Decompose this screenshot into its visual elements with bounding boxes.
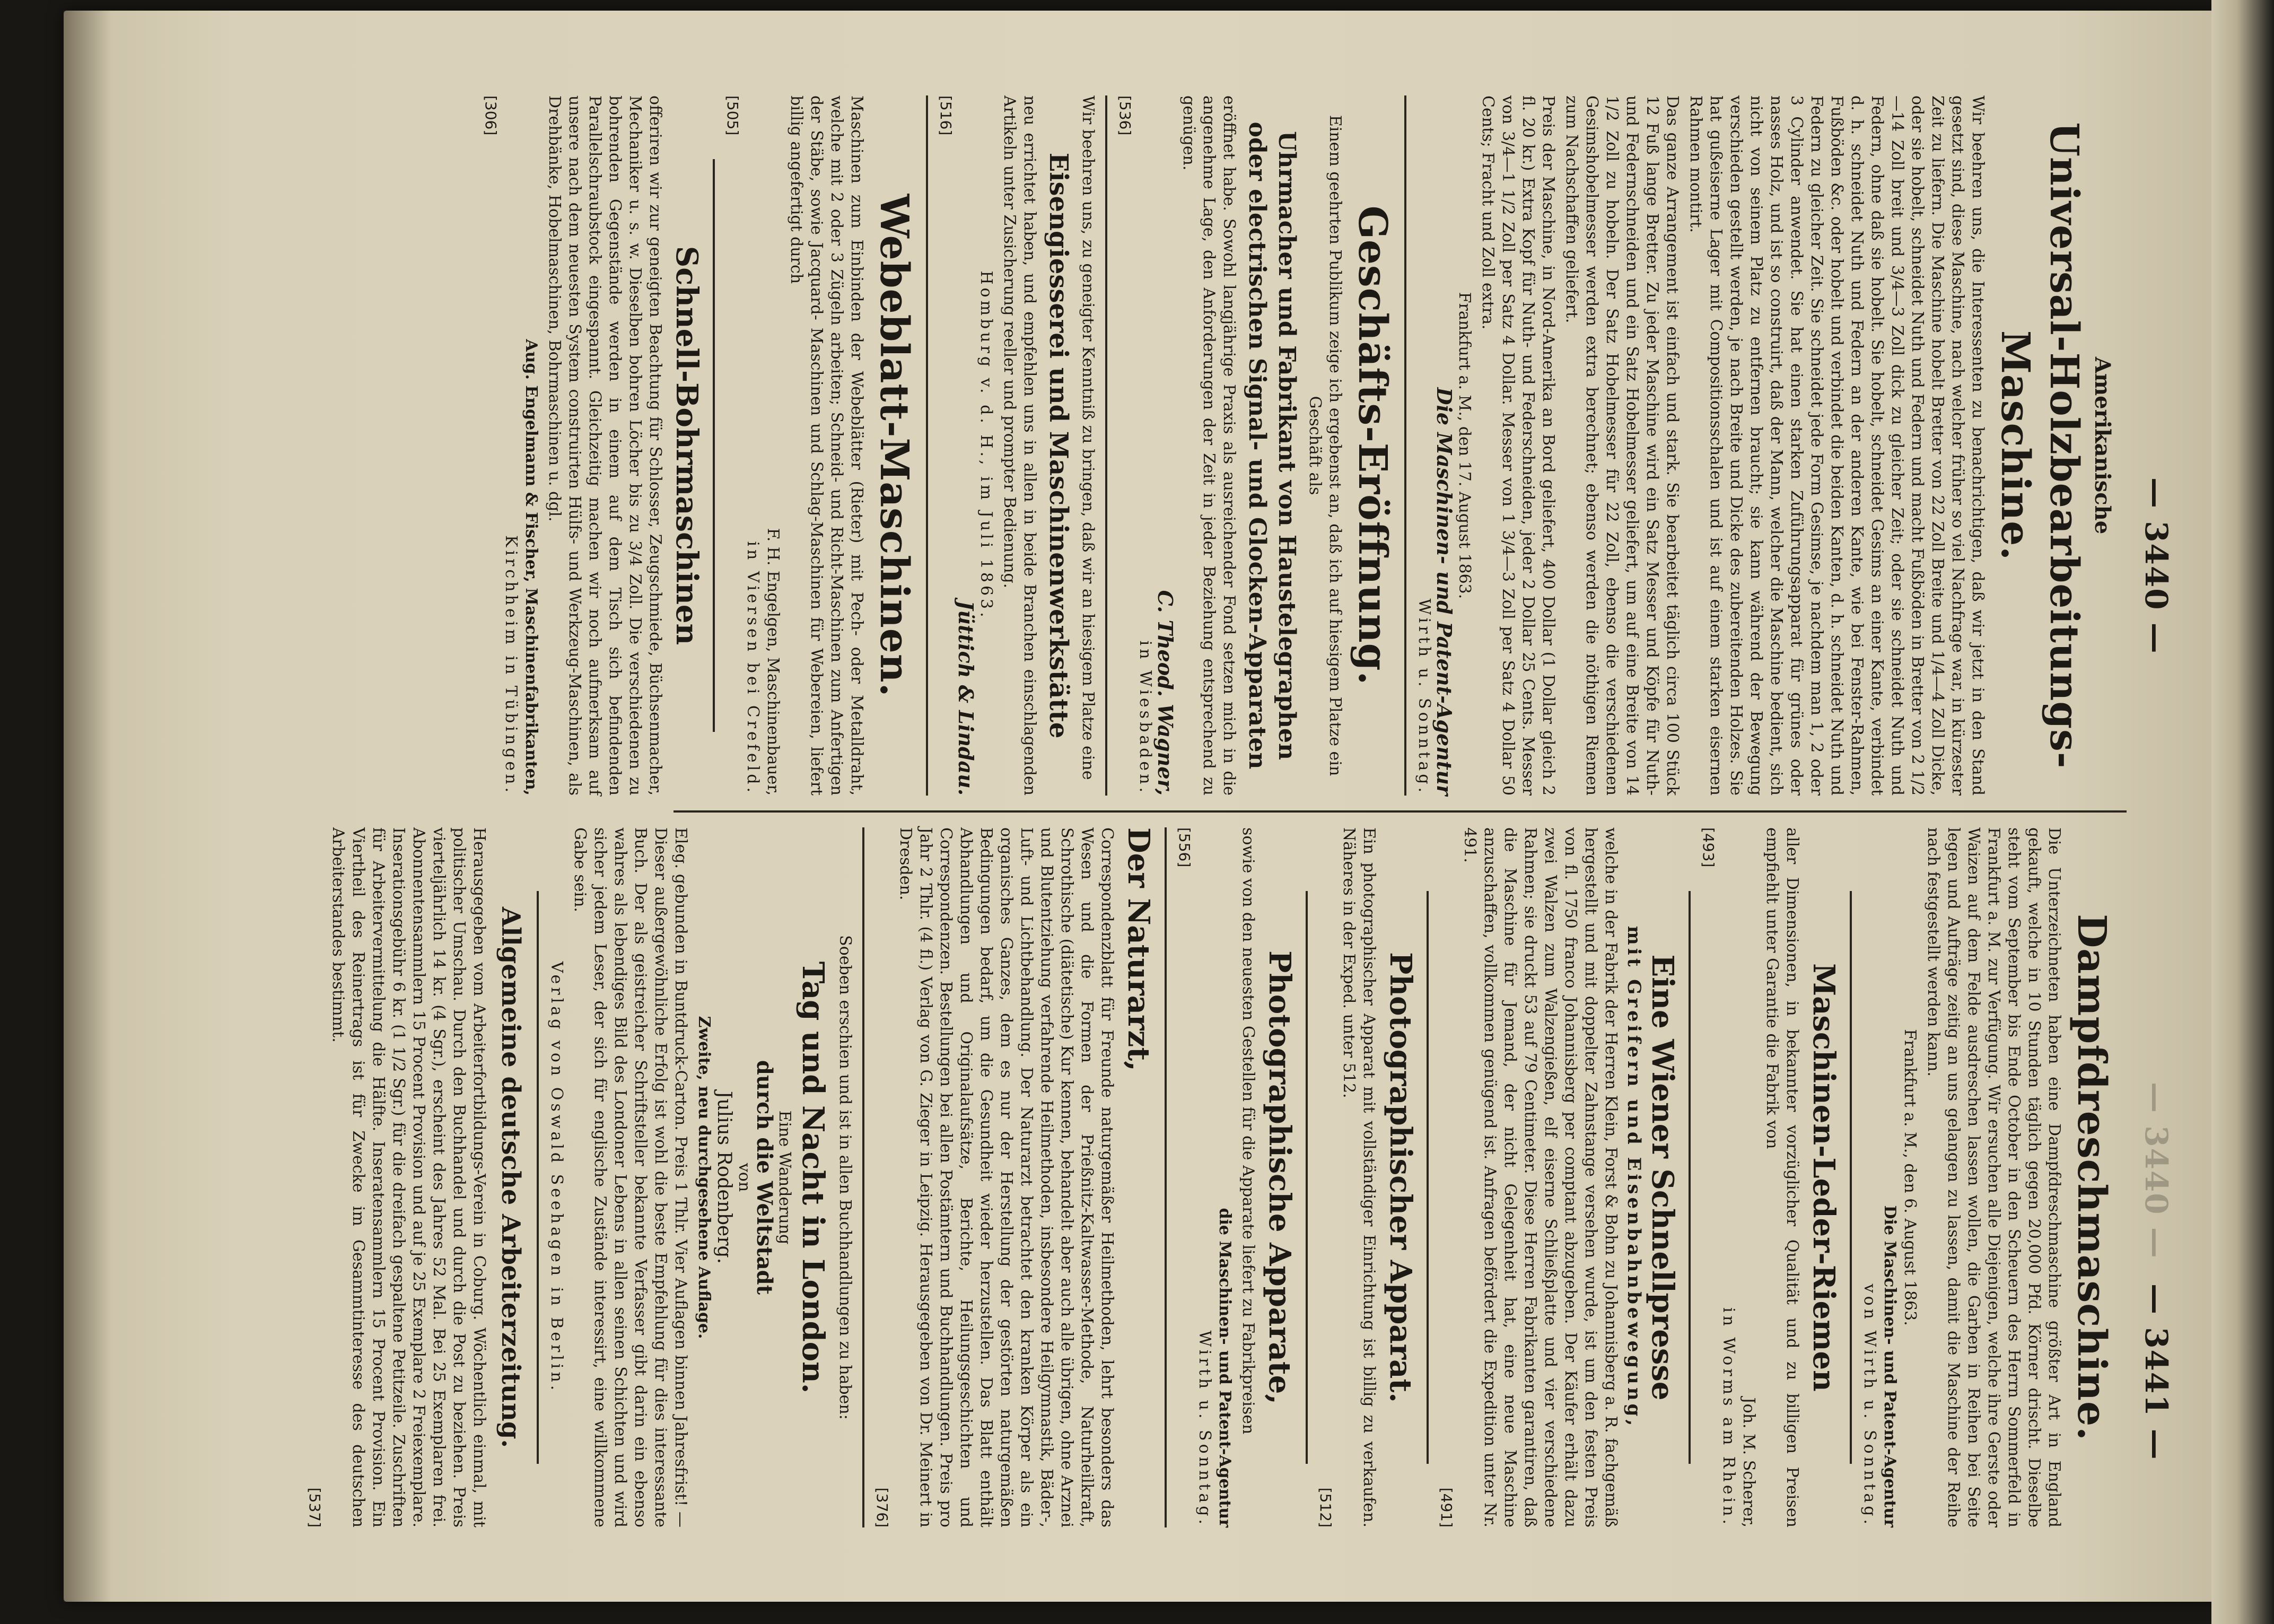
ad-separator (1306, 891, 1308, 1464)
ad-reference: [537] (306, 1487, 323, 1527)
ad-title: Photographische Apparate, (1262, 950, 1297, 1404)
ad-separator (1165, 827, 1167, 1527)
ad-body: Wir beehren uns, die Interessenten zu benachrichtigen, daß wir jetzt in den Stand gesetzt sind, diese Maschine, nach welcher früher so viel Nachfrage war, in kürzester Zeit zu liefern. Die Maschine hobelt Bretter von 22 Zoll Breite und 1/4—4 Zoll Dicke, oder sie hobelt, schneidet Nuth und Federn und macht Fußböden in Bretter von 2 1/2—14 Zoll breit und 3/4—3 Zoll dick zu gleicher Zeit; oder sie schneidet Nuth und Federn, ohne daß sie hobelt. Sie hobelt, schneidet Gesims an einer Kante, verbindet d. h. schneidet Nuth und Federn an der anderen Kante, wie bei Fenster-Rahmen, Fußböden &c. oder hobelt und verbindet die beiden Kanten, d. h. schneidet Nuth und Federn zu gleicher Zeit. Sie schneidet jede Form Gesimse, je nachdem man 1, 2 oder 3 Cylinder anwendet. Sie hat einen starken Zuführungsapparat für grünes oder nasses Holz, und ist so construirt, daß der Mann, welcher die Maschine bedient, sich nicht von seinem Platz zu entfernen braucht; sie kann während der Bewegung verschieden gestellt werden, je nach Breite und Dicke des zubereitenden Holzes. Sie hat gußeiserne Lager mit Compositionsschalen und ist auf einem starken eisernen Rahmen montirt. (1686, 95, 1987, 796)
ad-reference: [512] (1317, 1487, 1334, 1527)
ad-separator (1689, 891, 1691, 1464)
ad-title: Geschäfts-Eröffnung. (1350, 205, 1395, 686)
right-column (306, 827, 2116, 1527)
ad-title: Eine Wiener Schnellpresse (1645, 954, 1680, 1401)
ad-title: Dampfdreschmaschine. (2069, 914, 2114, 1441)
ad-title: Photographischer Apparat. (1383, 952, 1418, 1403)
ad-subtitle: Eine Wanderung (775, 1110, 794, 1245)
ad-body: offeriren wir zur geneigten Beachtung für Schlosser, Zeugschmiede, Büchsenmacher, Mechaniker u. s. w. Dieselben bohren Löcher bis zu 3/4 Zoll. Die verschiedenen zu bohrenden Gegenstände werden in einem auf dem Tisch sich befindenden Parallelschraubstock eingespannt. Gleichzeitig machen wir noch aufmerksam auf unsere nach dem neuesten System construirten Hülfs- und Werkzeug-Maschinen, als Drehbänke, Hobelmaschinen, Bohrmaschinen u. dgl. (545, 95, 664, 796)
ad-reference: [516] (937, 95, 955, 136)
gutter-shadow (64, 11, 111, 1602)
ad-signature: Die Maschinen- und Patent-Agentur (1881, 1205, 1899, 1527)
ad-photographischer-apparat (1315, 827, 1419, 1527)
page-number-bleed: — 3440 — (2138, 1082, 2174, 1259)
ad-title: Allgemeine deutsche Arbeiterzeitung. (496, 906, 526, 1448)
ad-place: Kirchheim in Tübingen. (502, 535, 520, 796)
ad-reference: [556] (1176, 827, 1193, 868)
ad-heading-2: oder electrischen Signal- und Glocken-Apparaten (1244, 121, 1271, 770)
ad-subtitle-2: durch die Weltstadt (752, 1060, 777, 1295)
ad-title: Maschinen-Leder-Riemen (1806, 963, 1841, 1392)
ad-body: Correspondenzblatt für Freunde naturgemäßer Heilmethoden, lehrt besonders das Wesen und die Formen der Prießnitz-Kaltwasser-Methode, Naturheilkraft, Schrothische (diätetische) Kur kennen, behandelt aber auch alle übrigen, ohne Arznei und Blutentziehung verfahrende Heilmethoden, insbesondere Heilgymnastik, Bäder-, Luft- und Lichtbehandlung. Der Naturarzt betrachtet den kranken Körper als ein organisches Ganzes, dem es nur der Herstellung der gestörten naturgemäßen Bedingungen bedarf, um die Gesundheit wieder herzustellen. Das Blatt enthält Abhandlungen und Originalaufsätze, Berichte, Heilungsgeschichten und Correspondenzen. Bestellungen bei allen Postämtern und Buchhandlungen. Preis pro Jahr 2 Thlr. (4 fl.) Verlag von G. Zieger in Leipzig. Herausgegeben von Dr. Meinert in Dresden. (896, 827, 1116, 1527)
ad-separator (1427, 891, 1429, 1464)
ad-reference: [376] (873, 1487, 891, 1527)
ad-place: in Worms am Rhein. (1719, 1307, 1738, 1527)
ad-body: Die Unterzeichneten haben eine Dampfdreschmaschine größter Art in England gekauft, welche in 10 Stunden täglich gegen 20,000 Pfd. Körner drischt. Dieselbe steht vom September bis Ende October in den Scheuern des Herrn Sommerfeld in Frankfurt a. M. zur Verfügung. Wir ersuchen alle Diejenigen, welche ihre Gerste oder Waizen auf dem Felde ausdreschen lassen wollen, die Garben in Reihen bei Seite legen und Aufträge zeitig an uns gelangen zu lassen, damit die Maschine der Reihe nach festgestellt werden kann. (1924, 827, 2063, 1527)
ad-webeblatt-maschinen (722, 95, 919, 796)
ad-body: welche in der Fabrik der Herren Klein, Forst & Bohn zu Johannisberg a. R. fachgemäß hergestellt und mit doppelter Zahnstange versehen wurde, ist um den festen Preis von fl. 1750 franco Johannisberg per comptant abzugeben. Der Käufer erhält dazu zwei Walzen zum Walzengießen, elf eiserne Schließplatte und vier verschiedene Rahmen; sie druckt 53 auf 79 Centimeter. Diese Herren Fabrikanten garantiren, daß die Maschine für Jemand, der nicht Gelegenheit hat, eine neue Maschine anzuschaffen, vollkommen genügend ist. Anfragen befördert die Expedition unter Nr. 491. (1460, 827, 1620, 1527)
ad-body: Ein photographischer Apparat mit vollständiger Einrichtung ist billig zu verkaufen. Näheres in der Exped. unter 512. (1340, 827, 1378, 1527)
ad-signature-2: von Wirth u. Sonntag. (1860, 1284, 1879, 1527)
ad-date: Homburg v. d. H., im Juli 1863. (977, 270, 995, 621)
page-number-left: — 3440 — (2138, 477, 2174, 654)
ad-body: Herausgegeben vom Arbeiterfortbildungs-Verein in Coburg. Wöchentlich einmal, mit politischer Umschau. Durch den Buchhandel und durch die Post zu beziehen. Preis vierteljährlich 14 kr. (4 Sgr.), erscheint des Jahres 52 Mal. Bei 25 Exemplaren frei. Abonnentensammlern 15 Procent Provision und auf je 25 Exemplare 2 Freiexemplare. Inserationsgebühr 6 kr. (1 1/2 Sgr.) für die dreifach gespaltene Petitzeile. Zuschriften für Arbeitervermittelung die Hälfte. Inseratensammlern 15 Procent Provision. Ein Viertheil des Reinertrags ist für Zwecke im Gesammtinteresse des deutschen Arbeiterstandes bestimmt. (329, 827, 488, 1527)
ad-signature: C. Theod. Wagner, (1153, 590, 1177, 796)
ad-naturarzt (872, 827, 1157, 1527)
ad-price: Preis der Maschine, in Nord-Amerika an Bord geliefert, 400 Dollar (1 Dollar gleich 2 fl. 20 kr.) Extra Kopf für Nuth- und Federschneiden, jeder 2 Dollar 25 Cents. Messer von 3/4—1 1/2 Zoll per Satz 4 Dollar. Messer von 1 3/4—3 Zoll per Satz 4 Dollar 50 Cents; Fracht und Zoll extra. (1479, 95, 1558, 796)
ad-date: Frankfurt a. M., den 17. August 1863. (1455, 292, 1474, 599)
ad-edition: Zweite, neu durchgesehene Auflage. (695, 1016, 713, 1339)
ad-body: eröffnet habe. Sowohl langjährige Praxis als ausreichender Fond setzen mich in die angenehme Lage, den Anforderungen der Zeit in jeder Beziehung entsprechend zu genügen. (1179, 95, 1238, 796)
ad-dampfdreschmaschine (1859, 827, 2116, 1527)
ad-separator (1404, 95, 1406, 796)
ad-arbeiterzeitung (304, 827, 529, 1527)
ad-separator (862, 827, 864, 1527)
ad-intro: Wir beehren uns, zu geneigter Kenntniß zu bringen, daß wir an hiesigem Platze eine (1079, 95, 1097, 780)
ad-author-prefix: von (735, 1163, 754, 1192)
ad-tag-und-nacht-in-london (546, 827, 855, 1527)
ad-body: neu errichtet haben, und empfehlen uns in allen in beide Branchen einschlagenden Artikeln unter Zusicherung reeller und prompter Bedienung. (1000, 95, 1039, 796)
ad-place: in Viersen bei Crefeld. (744, 541, 762, 796)
ad-heading: Uhrmacher und Fabrikant von Haustelegraphen (1273, 131, 1300, 760)
rotated-page-content (117, 74, 2174, 1549)
ad-title: Schnell-Bohrmaschinen (669, 246, 704, 645)
ad-reference: [493] (1700, 827, 1717, 868)
ad-kicker: Amerikanische (2090, 356, 2115, 535)
ad-separator (1850, 891, 1852, 1464)
ad-body: sowie von den neuesten Gestellen für die Apparate liefert zu Fabrikpreisen (1239, 827, 1257, 1435)
ad-reference: [536] (1116, 95, 1134, 136)
ad-universal-holzbearbeitung (1414, 95, 2116, 796)
page-edge (2211, 0, 2274, 1624)
ad-separator (537, 891, 539, 1464)
ad-signature: Aug. Engelmann & Fischer, Maschinenfabrikanten, (522, 339, 540, 796)
ad-reference: [491] (1438, 1487, 1455, 1527)
ad-title: Eisengiesserei und Maschinenwerkstätte (1044, 152, 1073, 739)
ad-signature: Jüttich & Lindau. (954, 600, 978, 796)
ad-signature-2: Wirth u. Sonntag. (1195, 1330, 1214, 1527)
ad-publisher: Verlag von Oswald Seehagen in Berlin. (547, 961, 566, 1394)
ad-separator (926, 95, 928, 796)
ad-title: Der Naturarzt, (1121, 827, 1156, 1071)
ad-signature-2: Wirth u. Sonntag. (1415, 598, 1433, 796)
ad-title: Webeblatt-Maschinen. (871, 194, 917, 697)
ad-wiener-schnellpresse (1436, 827, 1681, 1527)
ad-place: in Wiesbaden. (1136, 640, 1155, 796)
ad-signature: F. H. Engelgen, Maschinenbauer, (764, 528, 782, 796)
ad-intro: Soeben erschien und ist in allen Buchhandlungen zu haben: (836, 935, 854, 1420)
ad-signature: Die Maschinen- und Patent-Agentur (1432, 387, 1456, 796)
ad-reference: [505] (724, 95, 741, 136)
ad-schnell-bohrmaschinen (480, 95, 705, 796)
ad-separator (713, 159, 715, 732)
ad-title: Universal-Holzbearbeitungs-Maschine. (1992, 122, 2087, 769)
ad-signature: die Maschinen- und Patent-Agentur (1215, 1208, 1234, 1527)
ad-subtitle: mit Greifern und Eisenbahnbewegung, (1623, 925, 1645, 1429)
ad-author: Julius Rodenberg. (713, 1090, 735, 1264)
ad-geschaefts-eroeffnung (1115, 95, 1397, 796)
page-number-right: — 3441 — (2138, 1284, 2174, 1461)
column-divider (674, 810, 2127, 813)
ad-leder-riemen (1698, 827, 1842, 1527)
ad-signature: Joh. M. Scherer, (1739, 1397, 1758, 1527)
ad-date: Frankfurt a. M., den 6. August 1863. (1901, 1029, 1919, 1326)
ad-body: Eleg. gebunden in Buntdruck-Carton. Preis 1 Thlr. Vier Auflagen binnen Jahresfrist! — Dieser außergewöhnliche Erfolg ist wohl die beste Empfehlung für dies interessante Buch. Der als geistreicher Schriftsteller bekannte Verfasser gibt darin ein ebenso wahres als lebendiges Bild des Londoner Lebens in allen seinen Schichten und wird sicher jedem Leser, der sich für englische Zustände interessirt, eine willkommene Gabe sein. (571, 827, 690, 1527)
ad-body: aller Dimensionen, in bekannter vorzüglicher Qualität und zu billigen Preisen empfiehlt unter Garantie die Fabrik von (1763, 827, 1801, 1527)
ad-separator (1105, 95, 1107, 796)
ad-eisengiesserei (935, 95, 1098, 796)
ad-reference: [306] (482, 95, 500, 136)
ad-intro: Einem geehrten Publikum zeige ich ergebenst an, daß ich auf hiesigem Platze ein Geschäft als (1306, 115, 1344, 776)
ad-title: Tag und Nacht in London. (795, 961, 830, 1394)
ad-body-2: Das ganze Arrangement ist einfach und stark. Sie bearbeitet täglich circa 100 Stück 12 Fuß lange Bretter. Zu jeder Maschine wird ein Satz Messer und Köpfe für Nuth- und Federnschneiden und ein Satz Hobelmesser geliefert, um auf eine Breite von 14 1/2 Zoll zu hobeln. Der Satz Hobelmesser für 22 Zoll, ebenso die verschiedenen Gesimshobelmesser werden extra berechnet; ebenso werden die nöthigen Riemen zum Nachschaffen geliefert. (1562, 95, 1682, 796)
ad-body: Maschinen zum Einbinden der Webeblätter (Rieter) mit Pech- oder Metalldraht, welche mit 2 oder 3 Zügeln arbeiten; Schneid- und Richt-Maschinen zum Anfertigen der Stäbe, sowie Jacquard- Maschinen und Schlag-Maschinen für Webereien, liefert billig angefertigt durch (787, 95, 866, 796)
left-column (482, 95, 2116, 796)
ad-photographische-apparate (1174, 827, 1298, 1527)
